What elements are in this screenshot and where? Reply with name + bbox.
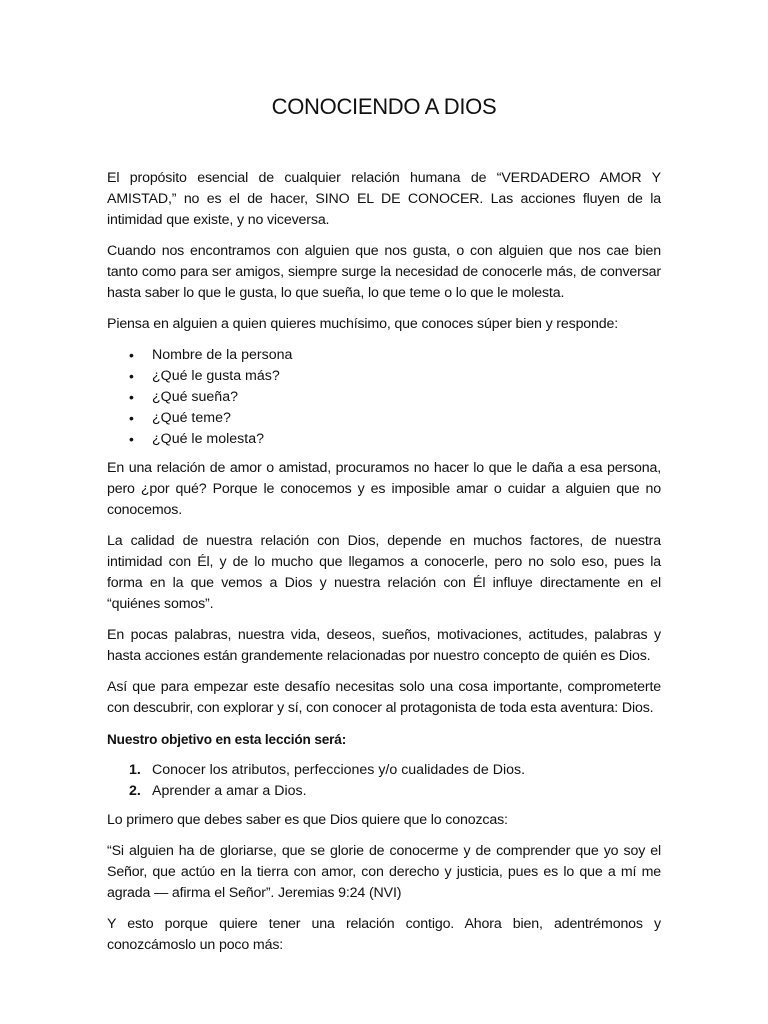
- list-item: [129, 345, 661, 366]
- paragraph-closing: Y esto porque quiere tener una relación contigo. Ahora bien, adentrémonos y conozcámoslo un poco más:: [107, 916, 661, 953]
- paragraph-first-thing: Lo primero que debes saber es que Dios quiere que lo conozcas:: [107, 812, 508, 828]
- list-item-text: Nombre de la persona: [152, 347, 293, 363]
- objective-heading: Nuestro objetivo en esta lección será:: [107, 732, 347, 747]
- bullet-icon: •: [129, 347, 134, 363]
- bullet-icon: •: [129, 431, 134, 447]
- list-item: [129, 408, 661, 429]
- paragraph-meeting-someone: Cuando nos encontramos con alguien que nos gusta, o con alguien que nos cae bien tanto como para ser amigos, siempre surge la necesidad de conocerle más, de conversar hasta saber lo que le gusta, lo que sueña, lo que teme o lo que le molesta.: [107, 243, 661, 301]
- list-item-text: ¿Qué le gusta más?: [152, 368, 280, 384]
- paragraph-relationship-quality: La calidad de nuestra relación con Dios, depende en muchos factores, de nuestra intimidad con Él, y de lo mucho que llegamos a conocerle, pero no solo eso, pues la forma en la que vemos a Dios y nuestra relación con Él influye directamente en el “quiénes somos”.: [107, 533, 661, 612]
- list-item-text: ¿Qué le molesta?: [152, 431, 264, 447]
- bullet-icon: •: [129, 368, 134, 384]
- list-item-text: ¿Qué teme?: [152, 410, 231, 426]
- list-item: [129, 366, 661, 387]
- list-number: 2.: [129, 783, 141, 799]
- objective-numbered-list: [107, 760, 661, 802]
- document-title: CONOCIENDO A DIOS: [271, 94, 497, 119]
- paragraph-think-of-someone: Piensa en alguien a quien quieres muchísimo, que conoces súper bien y responde:: [107, 316, 619, 332]
- paragraph-love-friendship: En una relación de amor o amistad, procuramos no hacer lo que le daña a esa persona, pero ¿por qué? Porque le conocemos y es imposible amar o cuidar a alguien que no conocemos.: [107, 460, 661, 518]
- list-item: [129, 429, 661, 450]
- paragraph-purpose: El propósito esencial de cualquier relación humana de “VERDADERO AMOR Y AMISTAD,” no es el de hacer, SINO EL DE CONOCER. Las acciones fluyen de la intimidad que existe, y no viceversa.: [107, 170, 661, 228]
- list-item-text: ¿Qué sueña?: [152, 389, 238, 405]
- paragraph-bible-quote: “Si alguien ha de gloriarse, que se glorie de conocerme y de comprender que yo soy el Señor, que actúo en la tierra con amor, con derecho y justicia, pues es lo que a mí me agrada — afirma el Señor”. Jeremias 9:24 (NVI): [107, 843, 661, 901]
- question-bullet-list: [107, 345, 661, 450]
- list-item: [129, 781, 661, 802]
- list-item: [129, 387, 661, 408]
- paragraph-challenge: Así que para empezar este desafío necesitas solo una cosa importante, comprometerte con descubrir, con explorar y sí, con conocer al protagonista de toda esta aventura: Dios.: [107, 679, 661, 716]
- list-number: 1.: [129, 762, 141, 778]
- list-item: [129, 760, 661, 781]
- bullet-icon: •: [129, 389, 134, 405]
- bullet-icon: •: [129, 410, 134, 426]
- paragraph-in-few-words: En pocas palabras, nuestra vida, deseos, sueños, motivaciones, actitudes, palabras y hasta acciones están grandemente relacionadas por nuestro concepto de quién es Dios.: [107, 627, 661, 664]
- list-item-text: Aprender a amar a Dios.: [152, 783, 307, 799]
- list-item-text: Conocer los atributos, perfecciones y/o cualidades de Dios.: [152, 762, 526, 778]
